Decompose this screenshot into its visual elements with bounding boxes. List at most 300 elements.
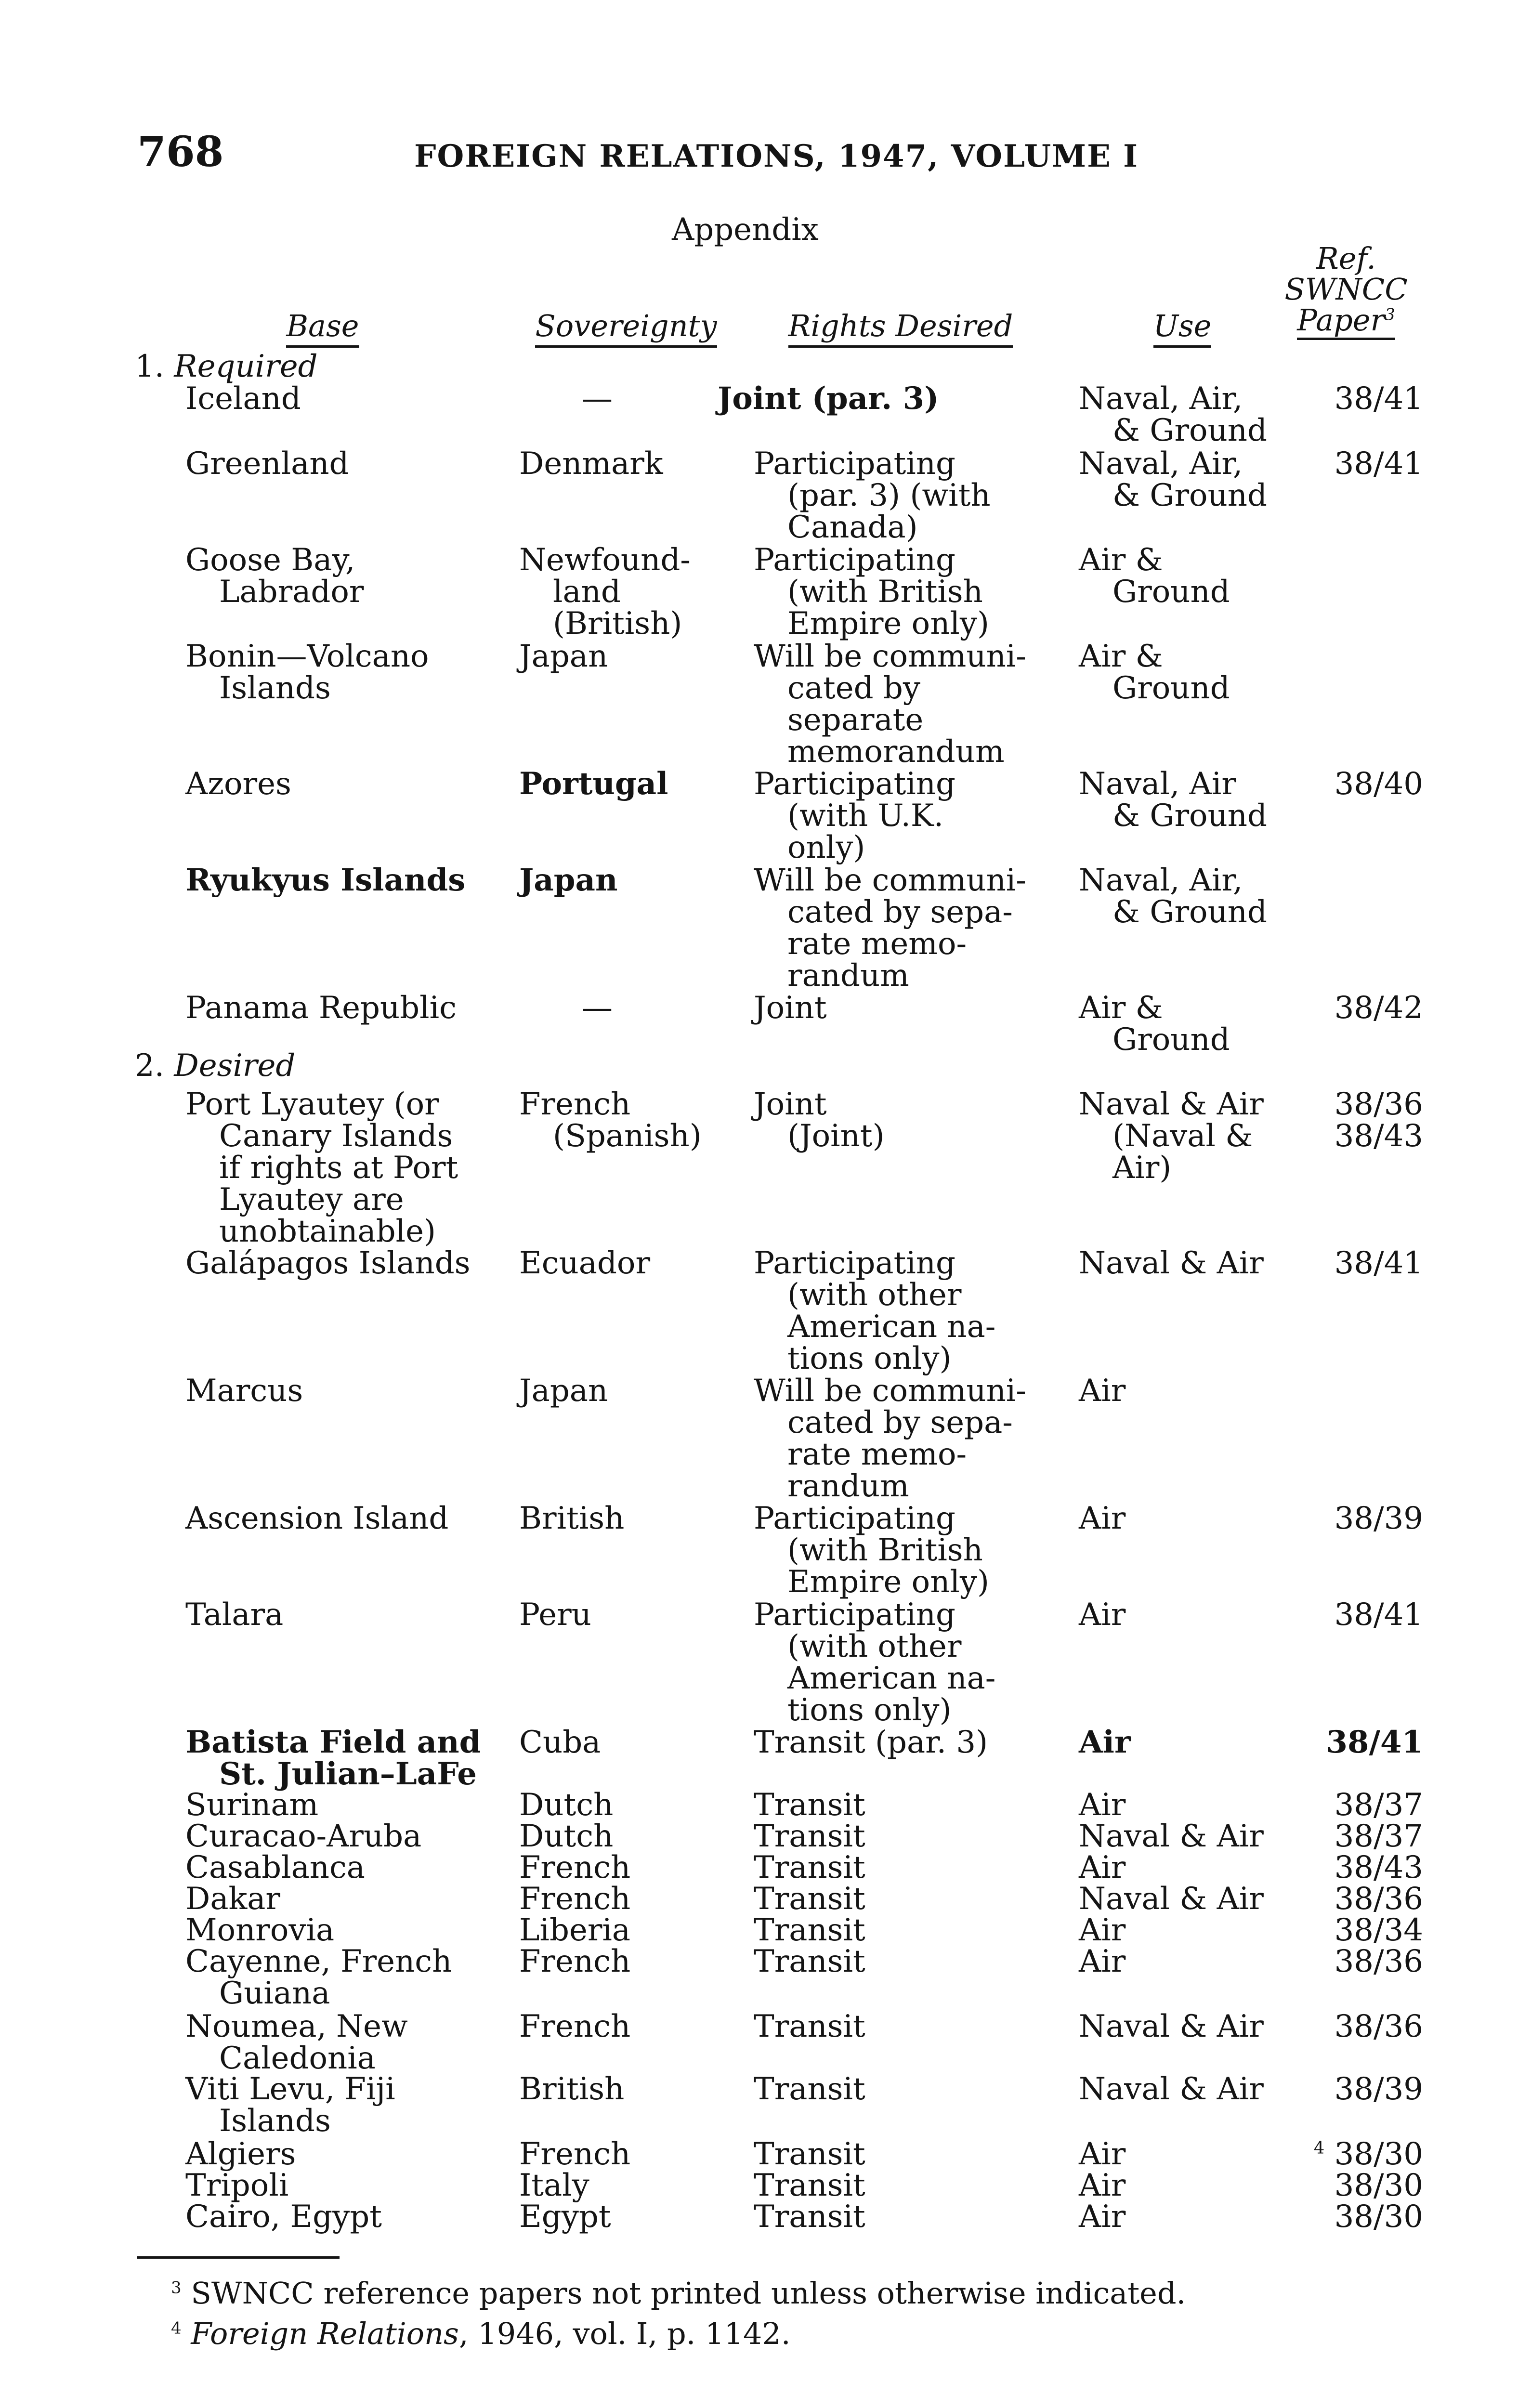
cell-ref-line [1281, 2011, 1423, 2042]
cell-sovereignty [519, 1946, 746, 1977]
cell-sovereignty [519, 2170, 746, 2201]
cell-use [1079, 2138, 1291, 2170]
cell-rights-line: separate [787, 702, 924, 738]
ref-value: 38/36 [1334, 2009, 1423, 2044]
cell-ref [1281, 1247, 1423, 1279]
cell-base-line: Caledonia [219, 2041, 376, 2076]
cell-rights-line: Participating [754, 766, 955, 802]
cell-sovereignty-line: Newfound- [519, 542, 691, 578]
cell-base-line: Lyautey are [219, 1182, 404, 1217]
cell-ref-line [1281, 448, 1423, 480]
cell-base-line: Algiers [185, 2136, 296, 2172]
cell-base-line: Canary Islands [219, 1118, 453, 1154]
cell-use [1079, 1088, 1291, 1184]
cell-sovereignty [519, 2201, 746, 2233]
ref-header-line2: SWNCC [1284, 272, 1408, 307]
cell-sovereignty-line: Portugal [519, 766, 668, 802]
cell-use-line: Air [1079, 2168, 1126, 2203]
cell-use [1079, 544, 1291, 608]
cell-rights-line: cated by sepa- [787, 894, 1013, 930]
column-header-sovereignty-label: Sovereignty [535, 308, 717, 348]
cell-rights-line: Transit [754, 2009, 865, 2044]
cell-rights-line: Will be communi- [754, 863, 1026, 898]
cell-rights [754, 2170, 1052, 2201]
cell-rights-line: rate memo- [787, 926, 967, 962]
cell-ref [1281, 1724, 1423, 1760]
cell-rights-line: Canada) [787, 510, 918, 545]
ref-value: 38/39 [1334, 1501, 1423, 1536]
cell-ref [1281, 1503, 1423, 1534]
cell-sovereignty [519, 1088, 746, 1152]
cell-use-line: Naval, Air, [1079, 863, 1243, 898]
cell-use-line: Air [1079, 1787, 1126, 1823]
cell-ref [1281, 2073, 1423, 2105]
cell-sovereignty-line: Cuba [519, 1725, 601, 1760]
cell-rights-line: Will be communi- [754, 1373, 1026, 1409]
cell-use-line: Naval, Air, [1079, 446, 1243, 482]
cell-base [185, 1852, 494, 1884]
cell-rights-line: memorandum [787, 734, 1005, 770]
cell-sovereignty [519, 1599, 746, 1631]
cell-rights-line: Empire only) [787, 606, 989, 641]
cell-use [1079, 1946, 1291, 1977]
cell-base-line: Guiana [219, 1976, 330, 2011]
cell-use-line: Air [1079, 1597, 1126, 1633]
cell-sovereignty [519, 1247, 746, 1279]
cell-sovereignty-line: Dutch [519, 1819, 614, 1854]
cell-rights-line: cated by sepa- [787, 1405, 1013, 1440]
cell-base-line: Curacao-Aruba [185, 1819, 422, 1854]
cell-use-line: & Ground [1112, 478, 1267, 513]
cell-base-line: Cairo, Egypt [185, 2199, 382, 2235]
cell-use-line: Ground [1112, 670, 1230, 706]
cell-use-line: Naval & Air [1079, 1086, 1264, 1122]
cell-sovereignty [519, 2073, 746, 2105]
cell-ref-line [1281, 768, 1423, 800]
cell-ref-line [1281, 1599, 1423, 1631]
cell-rights-line: (with U.K. [787, 798, 944, 834]
cell-ref-line [1281, 992, 1423, 1024]
cell-rights-line: tions only) [787, 1341, 952, 1376]
cell-use-line: Air & [1079, 990, 1163, 1026]
cell-base [185, 2073, 494, 2137]
cell-ref-line [1281, 1946, 1423, 1977]
running-head: FOREIGN RELATIONS, 1947, VOLUME I [414, 138, 1139, 174]
cell-rights-line: Joint [754, 1086, 827, 1122]
cell-use [1079, 864, 1291, 928]
cell-use-line: Naval & Air [1079, 1881, 1264, 1917]
cell-use-line: Ground [1112, 1022, 1230, 1058]
footnote-3 [171, 2273, 1186, 2314]
appendix-title: Appendix [672, 212, 819, 248]
cell-use [1079, 1503, 1291, 1534]
cell-sovereignty-line: — [582, 381, 613, 417]
cell-use-line: Air [1079, 1501, 1126, 1536]
ref-value: 38/41 [1326, 1724, 1423, 1760]
cell-rights-line: (with British [787, 1532, 983, 1568]
cell-rights [754, 448, 1052, 543]
ref-header-line1: Ref. [1316, 241, 1376, 276]
ref-value: 38/34 [1334, 1912, 1423, 1948]
ref-value: 38/36 [1334, 1086, 1423, 1122]
cell-sovereignty [519, 1375, 746, 1407]
cell-sovereignty-line: — [582, 990, 613, 1026]
cell-rights [754, 2201, 1052, 2233]
cell-ref-line [1281, 1820, 1423, 1852]
ref-value: 38/41 [1334, 1597, 1423, 1633]
cell-base-line: St. Julian–LaFe [219, 1756, 477, 1792]
cell-base-line: Azores [185, 766, 291, 802]
section-number: 2. [135, 1048, 165, 1084]
cell-base [185, 864, 494, 896]
cell-ref [1281, 992, 1423, 1024]
ref-value: 38/42 [1334, 990, 1423, 1026]
cell-base-line: Noumea, New [185, 2009, 408, 2044]
cell-base [185, 1946, 494, 2009]
cell-sovereignty-line: Peru [519, 1597, 591, 1633]
cell-rights-line: Transit [754, 1881, 865, 1917]
cell-rights-line: American na- [787, 1309, 996, 1345]
cell-base [185, 1883, 494, 1915]
ref-footnote-mark: 4 [1313, 2138, 1325, 2158]
cell-use [1079, 2073, 1291, 2105]
footnote-text: SWNCC reference papers not printed unless otherwise indicated. [191, 2276, 1186, 2311]
cell-rights-line: tions only) [787, 1692, 952, 1728]
cell-use [1079, 1883, 1291, 1915]
cell-use-line: Air & [1079, 542, 1163, 578]
ref-value: 38/30 [1334, 2199, 1423, 2235]
cell-rights-line: (with other [787, 1277, 962, 1313]
cell-sovereignty-line: (Spanish) [553, 1118, 702, 1154]
cell-sovereignty [519, 1789, 746, 1821]
cell-rights-line: cated by [787, 670, 921, 706]
cell-base-line: Dakar [185, 1881, 280, 1917]
cell-use-line: & Ground [1112, 894, 1267, 930]
cell-ref-line [1281, 2073, 1423, 2105]
ref-value: 38/36 [1334, 1881, 1423, 1917]
cell-ref-line: 38/43 [1334, 1118, 1423, 1154]
cell-base [185, 2011, 494, 2074]
column-header-use-label: Use [1153, 308, 1212, 348]
cell-use-line: Naval & Air [1079, 2009, 1264, 2044]
cell-base-line: Ascension Island [185, 1501, 449, 1536]
cell-rights-line: (with other [787, 1629, 962, 1664]
cell-ref [1281, 1914, 1423, 1946]
cell-rights [754, 1852, 1052, 1884]
cell-base-line: Monrovia [185, 1912, 335, 1948]
cell-base [185, 1820, 494, 1852]
cell-sovereignty [519, 768, 746, 800]
cell-base [185, 1088, 494, 1247]
cell-use-line: Air [1079, 1850, 1126, 1885]
ref-header-footnote-mark: 3 [1385, 305, 1395, 325]
cell-rights [754, 1375, 1052, 1502]
footnote-mark: 4 [171, 2318, 182, 2338]
cell-use-line: Air [1079, 2199, 1126, 2235]
cell-sovereignty-line: land [553, 574, 621, 610]
cell-rights [754, 641, 1052, 768]
cell-ref-line [1281, 1883, 1423, 1915]
cell-use-line: Air [1079, 1944, 1126, 1979]
cell-rights [754, 768, 1052, 864]
cell-use-line: Air [1079, 2136, 1126, 2172]
cell-sovereignty-line: Japan [519, 1373, 608, 1409]
cell-sovereignty-line: Egypt [519, 2199, 611, 2235]
cell-base-line: Bonin—Volcano [185, 639, 429, 674]
cell-rights [754, 2011, 1052, 2042]
cell-ref [1281, 2011, 1423, 2042]
section-number: 1. [135, 349, 165, 384]
cell-base-line: Talara [185, 1597, 284, 1633]
ref-value: 38/36 [1334, 1944, 1423, 1979]
cell-use [1079, 1914, 1291, 1946]
cell-base-line: Casablanca [185, 1850, 365, 1885]
cell-sovereignty-line: French [519, 1850, 631, 1885]
cell-rights-line: Participating [754, 1245, 955, 1281]
cell-use [1079, 768, 1291, 832]
cell-ref-line [1281, 383, 1423, 415]
cell-use-line: & Ground [1112, 798, 1267, 834]
cell-sovereignty [519, 448, 746, 480]
cell-sovereignty [539, 383, 655, 415]
cell-rights-line: randum [787, 958, 909, 994]
cell-sovereignty-line: Japan [519, 862, 618, 898]
cell-base [185, 448, 494, 480]
cell-use-line: Naval, Air [1079, 766, 1236, 802]
cell-rights-line: randum [787, 1468, 909, 1504]
cell-rights [718, 380, 1016, 417]
cell-base [185, 992, 494, 1024]
cell-use [1079, 2011, 1291, 2042]
cell-base [185, 1914, 494, 1946]
cell-sovereignty [519, 2011, 746, 2042]
cell-ref [1281, 383, 1423, 415]
cell-ref [1281, 2138, 1423, 2170]
footnote-text: , 1946, vol. I, p. 1142. [458, 2316, 791, 2351]
cell-base-line: Iceland [185, 381, 301, 417]
footnote-4 [171, 2314, 1186, 2354]
cell-ref-line [1281, 2201, 1423, 2233]
footnotes [171, 2273, 1186, 2354]
ref-value: 38/30 [1334, 2168, 1423, 2203]
cell-base-line: Galápagos Islands [185, 1245, 471, 1281]
cell-rights-line: Joint (par. 3) [718, 380, 939, 417]
cell-rights-line: Transit [754, 2168, 865, 2203]
cell-ref [1281, 2170, 1423, 2201]
cell-use-line: Ground [1112, 574, 1230, 610]
cell-ref-line [1281, 1724, 1423, 1760]
cell-base-line: Surinam [185, 1787, 319, 1823]
cell-base [185, 1375, 494, 1407]
cell-ref [1281, 2201, 1423, 2233]
ref-value: 38/37 [1334, 1787, 1423, 1823]
cell-sovereignty-line: French [519, 1944, 631, 1979]
cell-base-line: Greenland [185, 446, 349, 482]
cell-use-line: Naval & Air [1079, 2071, 1264, 2107]
cell-use-line: Naval & Air [1079, 1819, 1264, 1854]
cell-use [1079, 383, 1291, 446]
cell-sovereignty-line: Denmark [519, 446, 663, 482]
section-required [135, 351, 318, 382]
cell-rights-line: only) [787, 830, 865, 865]
cell-sovereignty [519, 641, 746, 672]
ref-value: 38/41 [1334, 1245, 1423, 1281]
cell-base [185, 1724, 494, 1792]
cell-ref [1281, 768, 1423, 800]
cell-rights-line: Participating [754, 446, 955, 482]
cell-rights [754, 1088, 1052, 1152]
cell-rights-line: Will be communi- [754, 639, 1026, 674]
cell-rights-line: Transit [754, 1912, 865, 1948]
cell-use [1079, 1789, 1291, 1821]
cell-sovereignty-line: (British) [553, 606, 682, 641]
cell-sovereignty [519, 1727, 746, 1758]
cell-ref [1281, 1883, 1423, 1915]
cell-base [185, 544, 494, 608]
column-header-rights [771, 308, 1031, 348]
cell-ref-line [1281, 2170, 1423, 2201]
cell-ref-line [1281, 1088, 1423, 1120]
ref-header-line3: Paper [1297, 302, 1385, 338]
cell-sovereignty-line: Liberia [519, 1912, 631, 1948]
cell-rights-line: Participating [754, 1501, 955, 1536]
cell-ref-line [1281, 1789, 1423, 1821]
cell-sovereignty [519, 1820, 746, 1852]
section-desired [135, 1050, 295, 1082]
section-label: Desired [174, 1048, 296, 1084]
ref-value: 38/37 [1334, 1819, 1423, 1854]
cell-base-line: Labrador [219, 574, 364, 610]
cell-use [1079, 641, 1291, 704]
column-header-rights-label: Rights Desired [788, 308, 1013, 348]
cell-use [1079, 1599, 1291, 1631]
cell-ref-line [1281, 1503, 1423, 1534]
cell-rights-line: Transit (par. 3) [754, 1725, 988, 1760]
cell-base-line: Marcus [185, 1373, 303, 1409]
cell-ref [1281, 1599, 1423, 1631]
column-header-base-label: Base [286, 308, 359, 348]
ref-value: 38/39 [1334, 2071, 1423, 2107]
cell-base-line: Batista Field and [185, 1724, 481, 1760]
cell-ref [1281, 448, 1423, 480]
cell-base [185, 383, 494, 415]
cell-base-line: Islands [219, 2103, 331, 2139]
cell-use-line: Air [1079, 1912, 1126, 1948]
cell-ref-line [1281, 1852, 1423, 1884]
cell-rights [754, 1599, 1052, 1726]
cell-sovereignty [519, 544, 746, 640]
cell-use-line: (Naval & [1112, 1118, 1253, 1154]
cell-use [1079, 1852, 1291, 1884]
cell-sovereignty-line: French [519, 2009, 631, 2044]
cell-base [185, 2138, 494, 2170]
cell-ref [1281, 1088, 1423, 1152]
cell-use-line: Air & [1079, 639, 1163, 674]
cell-sovereignty [519, 864, 746, 896]
cell-rights-line: Transit [754, 1819, 865, 1854]
cell-base-line: Port Lyautey (or [185, 1086, 439, 1122]
cell-ref-line [1281, 1247, 1423, 1279]
cell-rights-line: Participating [754, 542, 955, 578]
cell-rights [754, 2138, 1052, 2170]
cell-ref [1281, 1852, 1423, 1884]
cell-rights [754, 2073, 1052, 2105]
cell-ref-line [1281, 1914, 1423, 1946]
cell-use-line: Air [1079, 1373, 1126, 1409]
cell-base-line: Ryukyus Islands [185, 862, 466, 898]
cell-rights [754, 1883, 1052, 1915]
cell-base [185, 768, 494, 800]
footnote-title: Foreign Relations [191, 2316, 459, 2351]
cell-base [185, 1789, 494, 1821]
cell-rights [754, 1789, 1052, 1821]
cell-use [1079, 1375, 1291, 1407]
cell-rights-line: (par. 3) (with [787, 478, 991, 513]
cell-base-line: Panama Republic [185, 990, 457, 1026]
cell-sovereignty-line: French [519, 1086, 631, 1122]
cell-use [1079, 992, 1291, 1056]
cell-base [185, 641, 494, 704]
cell-rights-line: Transit [754, 2136, 865, 2172]
cell-use-line: Naval, Air, [1079, 381, 1243, 417]
cell-base [185, 2201, 494, 2233]
page-number: 768 [137, 128, 224, 176]
cell-rights [754, 1914, 1052, 1946]
column-header-use [1141, 308, 1223, 348]
cell-sovereignty [519, 1503, 746, 1534]
cell-sovereignty-line: Ecuador [519, 1245, 651, 1281]
cell-use-line: Air) [1112, 1150, 1172, 1186]
cell-rights [754, 1247, 1052, 1374]
ref-value: 38/30 [1334, 2136, 1423, 2172]
cell-use-line: Naval & Air [1079, 1245, 1264, 1281]
cell-rights-line: American na- [787, 1661, 996, 1696]
ref-value: 38/43 [1334, 1850, 1423, 1885]
cell-use-line: Air [1079, 1724, 1131, 1760]
cell-sovereignty-line: British [519, 1501, 625, 1536]
column-header-base [270, 308, 376, 348]
cell-sovereignty [539, 992, 655, 1024]
cell-use [1079, 1724, 1291, 1760]
cell-use [1079, 1247, 1291, 1279]
cell-rights-line: (Joint) [787, 1118, 885, 1154]
cell-rights [754, 1503, 1052, 1598]
column-header-ref [1267, 243, 1426, 340]
cell-rights [754, 1946, 1052, 1977]
cell-use [1079, 1820, 1291, 1852]
cell-rights-line: (with British [787, 574, 983, 610]
cell-ref [1281, 1946, 1423, 1977]
cell-rights-line: Transit [754, 1944, 865, 1979]
cell-base [185, 1599, 494, 1631]
cell-use [1079, 2170, 1291, 2201]
cell-sovereignty-line: Italy [519, 2168, 589, 2203]
cell-rights [754, 544, 1052, 640]
cell-base-line: if rights at Port [219, 1150, 458, 1186]
column-header-sovereignty [525, 308, 727, 348]
cell-base-line: Goose Bay, [185, 542, 355, 578]
page-header [137, 128, 1422, 176]
ref-value: 38/41 [1334, 446, 1423, 482]
cell-rights [754, 864, 1052, 992]
cell-rights-line: Transit [754, 1787, 865, 1823]
cell-ref [1281, 1789, 1423, 1821]
cell-sovereignty [519, 1914, 746, 1946]
cell-base [185, 2170, 494, 2201]
cell-rights-line: Empire only) [787, 1564, 989, 1600]
cell-sovereignty-line: Japan [519, 639, 608, 674]
cell-rights-line: Transit [754, 2199, 865, 2235]
